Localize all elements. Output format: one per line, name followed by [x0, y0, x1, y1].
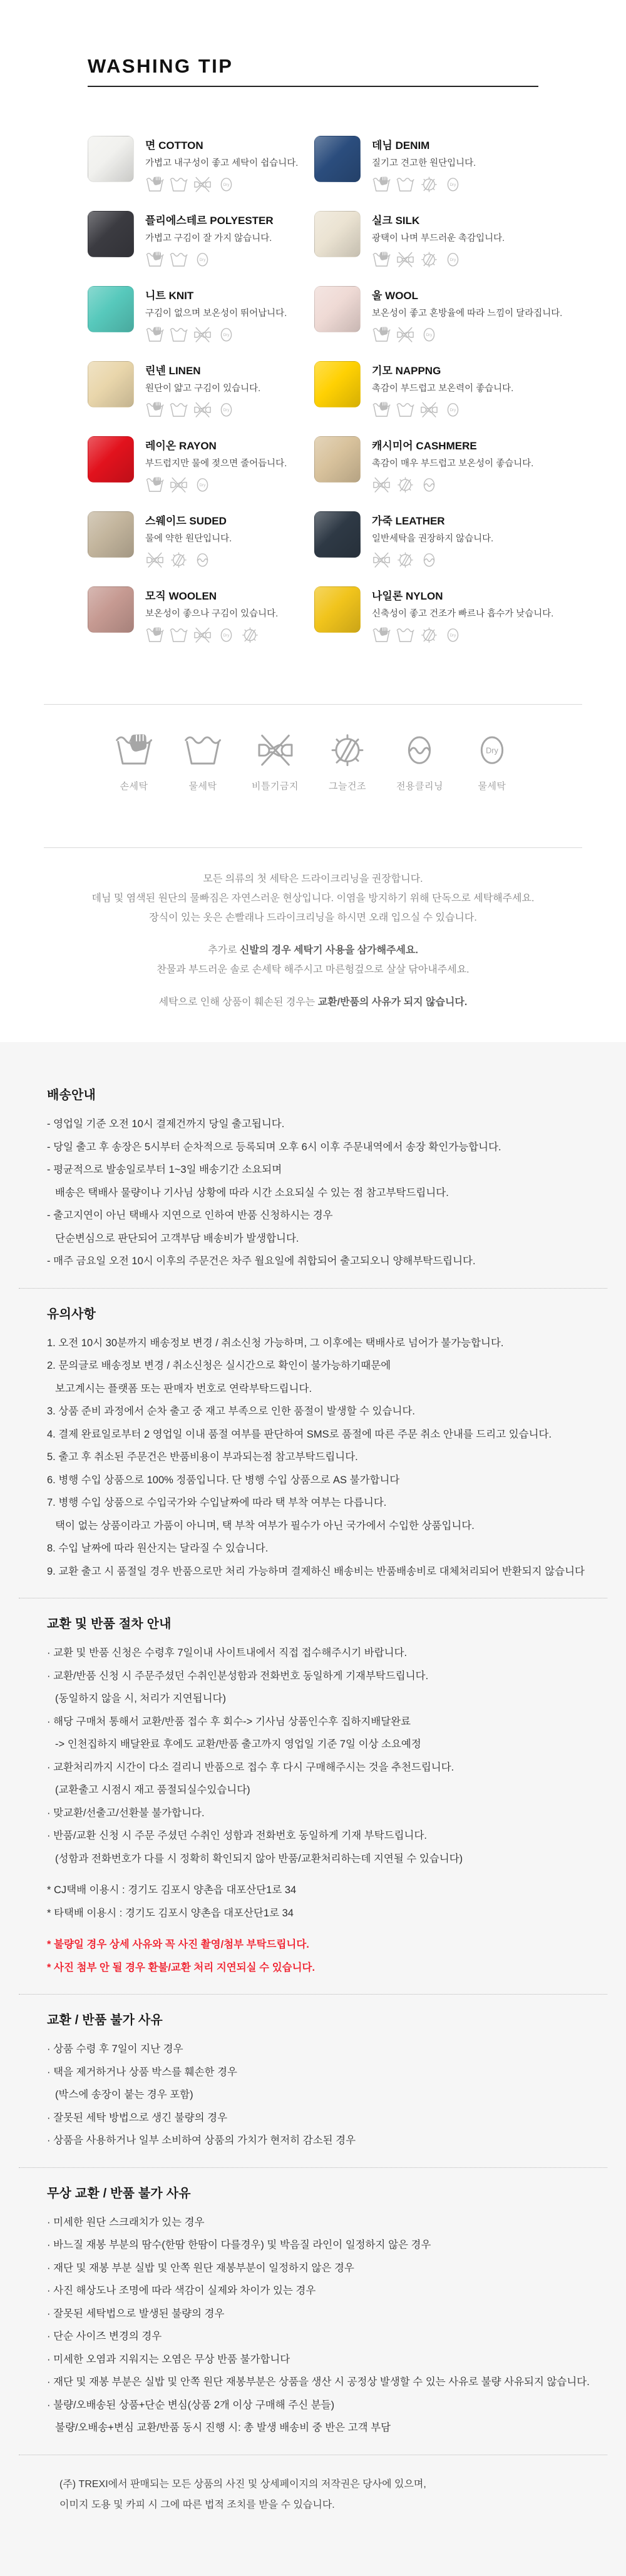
water-icon [169, 249, 188, 268]
water-icon [169, 399, 188, 419]
water-icon [396, 399, 415, 419]
fabric-item [314, 361, 533, 417]
handwash-icon [145, 399, 165, 419]
fabric-item [88, 511, 307, 568]
dry-icon [193, 249, 212, 268]
fabric-swatch [88, 211, 134, 257]
notice-section [0, 1042, 626, 2576]
dotted-divider [19, 1994, 607, 1995]
notice-line: · 상품을 사용하거나 일부 소비하여 상품의 가치가 현저히 감소된 경우 [47, 2135, 356, 2146]
fabric-name: 플리에스테르 POLYESTER [145, 215, 274, 227]
fabric-item [88, 286, 307, 342]
handwash-icon [114, 728, 154, 769]
tip-text: 모든 의류의 첫 세탁은 드라이크리닝을 권장합니다. [203, 874, 423, 884]
fabric-name: 캐시미어 CASHMERE [372, 440, 477, 452]
care-icon-row [145, 474, 287, 494]
fabric-desc: 부드럽지만 물에 젖으면 줄어듭니다. [145, 459, 287, 469]
nowring-icon [193, 324, 212, 344]
fabric-swatch [314, 511, 361, 558]
section-heading: 교환 및 반품 절차 안내 [47, 1617, 172, 1631]
tip-text: 신발의 경우 세탁기 사용을 삼가해주세요. [239, 945, 418, 956]
legend-label: 손세탁 [120, 781, 148, 792]
dry-icon [217, 399, 236, 419]
notice-line: (교환출고 시점시 재고 품절되실수있습니다) [55, 1784, 250, 1796]
section-shipping [47, 1085, 582, 1273]
notice-line: · 재단 및 재봉 부분은 실밥 및 안쪽 원단 재봉부분은 상품을 생산 시 공정상 발생할 수 있는 사유로 불량 사유되지 않습니다. [47, 2376, 590, 2388]
fabric-name: 스웨이드 SUDED [145, 515, 227, 527]
fabric-info [372, 286, 562, 342]
water-icon [183, 728, 223, 769]
fabric-swatch [314, 436, 361, 483]
fabric-name: 기모 NAPPNG [372, 365, 441, 377]
naturaldry-icon [193, 549, 212, 569]
notice-line: · 미세한 원단 스크래치가 있는 경우 [47, 2216, 205, 2228]
fabric-info [145, 211, 274, 267]
care-icon-row [372, 625, 553, 644]
notice-line: · 교환처리까지 시간이 다소 걸리니 반품으로 접수 후 다시 구매해주시는 것을 추천드립니다. [47, 1761, 454, 1773]
shadedry-icon [419, 249, 439, 268]
dry-icon [217, 625, 236, 644]
fabric-desc: 질기고 견고한 원단입니다. [372, 158, 476, 168]
fabric-item [88, 436, 307, 493]
notice-line: 7. 병행 수입 상품으로 수입국가와 수입날짜에 따라 택 부착 여부는 다릅니다. [47, 1497, 387, 1508]
notice-line: 4. 결제 완료일로부터 2 영업일 이내 품절 여부를 판단하여 SMS로 품절에 따른 주문 취소 안내를 드리고 있습니다. [47, 1428, 552, 1440]
notice-line: · 택을 제거하거나 상품 박스를 훼손한 경우 [47, 2066, 237, 2078]
fabric-desc: 가볍고 내구성이 좋고 세탁이 쉽습니다. [145, 158, 299, 168]
tip-text: 데님 및 염색된 원단의 물빠짐은 자연스러운 현상입니다. 이염을 방지하기 위해 단독으로 세탁해주세요. [91, 893, 535, 904]
fabric-swatch [314, 211, 361, 257]
fabric-name: 데님 DENIM [372, 140, 430, 151]
notice-content [47, 1085, 590, 2455]
section-heading: 유의사항 [47, 1307, 96, 1321]
legend-item [114, 728, 154, 792]
care-icon-row [145, 174, 298, 193]
section-divider [44, 704, 582, 705]
notice-line: · 단순 사이즈 변경의 경우 [47, 2331, 162, 2342]
notice-line: - 매주 금요일 오전 10시 이후의 주문건은 차주 월요일에 취합되어 출고되오니 양해부탁드립니다. [47, 1255, 476, 1267]
fabric-name: 면 COTTON [145, 140, 203, 151]
notice-line: · 잘못된 세탁법으로 발생된 불량의 경우 [47, 2308, 225, 2319]
care-symbol-legend [88, 728, 538, 792]
notice-line: 5. 출고 후 취소된 주문건은 반품비용이 부과되는점 참고부탁드립니다. [47, 1451, 358, 1463]
fabric-name: 레이온 RAYON [145, 440, 217, 452]
naturaldry-icon [419, 549, 439, 569]
footer-line: (주) TREXI에서 판매되는 모든 상품의 사진 및 상세페이지의 저작권은 당사에 있으며, [59, 2478, 426, 2490]
tip-line [88, 941, 538, 960]
tip-text: 교환/반품의 사유가 되지 않습니다. [317, 997, 468, 1008]
care-icon-row [145, 625, 278, 644]
section-caution [47, 1304, 585, 1583]
notice-line: 1. 오전 10시 30분까지 배송정보 변경 / 취소신청 가능하며, 그 이후에는 택배사로 넘어가 불가능합니다. [47, 1337, 504, 1349]
care-icon-row [145, 549, 232, 569]
fabric-item [88, 136, 307, 192]
fabric-item [314, 511, 533, 568]
fabric-desc: 광택이 나며 부드러운 촉감입니다. [372, 233, 505, 243]
fabric-info [145, 511, 232, 568]
fabric-item [314, 136, 533, 192]
notice-line: 보고계시는 플랫폼 또는 판매자 번호로 연락부탁드립니다. [55, 1383, 312, 1394]
fabric-item [314, 286, 563, 342]
nowring-icon [193, 625, 212, 644]
water-icon [396, 625, 415, 644]
notice-line: (박스에 송장이 붙는 경우 포함) [55, 2089, 193, 2100]
fabric-info [372, 211, 505, 267]
notice-line: · 미세한 오염과 지워지는 오염은 무상 반품 불가합니다 [47, 2353, 290, 2365]
notice-line: * 타택배 이용시 : 경기도 김포시 양촌읍 대포산단1로 34 [47, 1907, 294, 1919]
tip-line [88, 889, 538, 908]
fabric-swatch [314, 136, 361, 182]
legend-item [396, 728, 443, 792]
handwash-icon [145, 625, 165, 644]
dry-icon [443, 249, 463, 268]
fabric-swatch [88, 361, 134, 407]
dotted-divider [19, 1288, 607, 1289]
dry-icon [472, 728, 512, 769]
tip-group [88, 869, 538, 928]
section-heading: 교환 / 반품 불가 사유 [47, 2013, 163, 2027]
care-icon-row [372, 249, 505, 268]
notice-line: · 잘못된 세탁 방법으로 생긴 불량의 경우 [47, 2112, 228, 2124]
nowring-icon [169, 474, 188, 494]
notice-line: 2. 문의글로 배송정보 변경 / 취소신청은 실시간으로 확인이 불가능하기때문에 [47, 1360, 391, 1371]
fabric-item [314, 436, 533, 493]
handwash-icon [145, 174, 165, 193]
nowring-icon [372, 549, 391, 569]
notice-line: 불량/오배송+변심 교환/반품 동시 진행 시: 총 발생 배송비 중 반은 고객 부담 [55, 2422, 391, 2433]
tip-group [88, 941, 538, 979]
fabric-info [372, 511, 493, 568]
fabric-desc: 촉감이 부드럽고 보온력이 좋습니다. [372, 384, 514, 394]
tip-text: 장식이 있는 옷은 손빨래나 드라이크리닝을 하시면 오래 입으실 수 있습니다. [149, 912, 477, 923]
notice-line: 8. 수입 날짜에 따라 원산지는 달라질 수 있습니다. [47, 1543, 269, 1554]
notice-line: 9. 교환 출고 시 품절일 경우 반품으로만 처리 가능하며 결제하신 배송비는 반품배송비로 대체처리되어 반환되지 않습니다 [47, 1565, 585, 1577]
page-title: WASHING TIP [88, 55, 233, 77]
fabric-swatch [88, 436, 134, 483]
notice-line: · 상품 수령 후 7일이 지난 경우 [47, 2043, 183, 2055]
fabric-desc: 보온성이 좋고 혼방율에 따라 느낌이 달라집니다. [372, 309, 563, 319]
title-underline [88, 86, 538, 87]
notice-line: 6. 병행 수입 상품으로 100% 정품입니다. 단 병행 수입 상품으로 AS 불가합니다 [47, 1474, 400, 1486]
notice-line: -> 인천집하지 배달완료 후에도 교환/반품 출고까지 영업일 기준 7일 이상 소요예정 [55, 1739, 421, 1750]
fabric-name: 울 WOOL [372, 290, 419, 302]
fabric-item [88, 586, 307, 643]
notice-line: - 영업일 기준 오전 10시 결제건까지 당일 출고됩니다. [47, 1118, 285, 1130]
notice-line: · 불량/오배송된 상품+단순 변심(상품 2개 이상 구매해 주신 분들) [47, 2399, 335, 2411]
care-icon-row [145, 399, 260, 419]
fabric-info [145, 436, 287, 493]
notice-line: · 재단 및 재봉 부분 실밥 및 안쪽 원단 재봉부분이 일정하지 않은 경우 [47, 2262, 354, 2274]
fabric-name: 린넨 LINEN [145, 365, 201, 377]
shadedry-icon [419, 625, 439, 644]
fabric-swatch [88, 136, 134, 182]
notice-line: - 당일 출고 후 송장은 5시부터 순차적으로 등록되며 오후 6시 이후 주문내역에서 송장 확인가능합니다. [47, 1141, 501, 1153]
fabric-info [372, 361, 513, 417]
notice-line: * 불량일 경우 상세 사유와 꼭 사진 촬영/첨부 부탁드립니다. [47, 1939, 309, 1950]
tip-text: 세탁으로 인해 상품이 훼손된 경우는 [158, 997, 318, 1008]
shadedry-icon [396, 474, 415, 494]
notice-line: · 반품/교환 신청 시 주문 주셨던 수취인 성함과 전화번호 동일하게 기재 부탁드립니다. [47, 1830, 428, 1841]
fabric-name: 모직 WOOLEN [145, 590, 217, 602]
section-exchange-procedure [47, 1613, 582, 1979]
fabric-desc: 물에 약한 원단입니다. [145, 534, 232, 544]
care-icon-row [372, 474, 533, 494]
naturaldry-icon [419, 474, 439, 494]
fabric-desc: 가볍고 구김이 잘 가지 않습니다. [145, 233, 272, 243]
handwash-icon [372, 174, 391, 193]
footer-line: 이미지 도용 및 카피 시 그에 따른 법적 조치를 받을 수 있습니다. [59, 2499, 335, 2510]
dry-icon [443, 625, 463, 644]
nowring-icon [193, 399, 212, 419]
fabric-desc: 신축성이 좋고 건조가 빠르나 흡수가 낮습니다. [372, 609, 554, 619]
fabric-info [145, 286, 287, 342]
section-heading: 무상 교환 / 반품 불가 사유 [47, 2186, 191, 2200]
handwash-icon [372, 625, 391, 644]
fabric-desc: 일반세탁을 권장하지 않습니다. [372, 534, 494, 544]
notice-line: 택이 없는 상품이라고 가품이 아니며, 택 부착 여부가 필수가 아닌 국가에서 수입한 상품입니다. [55, 1520, 475, 1531]
dry-icon [193, 474, 212, 494]
shadedry-icon [327, 728, 367, 769]
notice-line: - 평균적으로 발송일로부터 1~3일 배송기간 소요되며 [47, 1164, 282, 1175]
dotted-divider [19, 2167, 607, 2168]
water-icon [169, 324, 188, 344]
tip-text: 찬물과 부드러운 솔로 손세탁 해주시고 마른헝겊으로 살살 닦아내주세요. [156, 964, 470, 975]
fabric-name: 가죽 LEATHER [372, 515, 445, 527]
notice-line: - 출고지연이 아닌 택배사 지연으로 인하여 반품 신청하시는 경우 [47, 1210, 333, 1221]
water-icon [396, 174, 415, 193]
notice-line: · 해당 구매처 통해서 교환/반품 접수 후 회수-> 기사님 상품인수후 집하지배달완료 [47, 1715, 411, 1727]
fabric-item [88, 211, 307, 267]
tip-text: 추가로 [208, 945, 240, 956]
fabric-item [314, 211, 533, 267]
care-icon-row [372, 324, 562, 344]
legend-item [327, 728, 367, 792]
dry-icon [217, 174, 236, 193]
tip-group [88, 993, 538, 1012]
fabric-item [314, 586, 554, 643]
fabric-desc: 촉감이 매우 부드럽고 보온성이 좋습니다. [372, 459, 534, 469]
fabric-desc: 보온성이 좋으나 구김이 있습니다. [145, 609, 279, 619]
shadedry-icon [240, 625, 260, 644]
notice-line: · 교환/반품 신청 시 주문주셨던 수취인분성함과 전화번호 동일하게 기재부탁드립니다. [47, 1670, 429, 1682]
fabric-info [145, 361, 260, 417]
tip-line [88, 869, 538, 889]
care-icon-row [145, 324, 287, 344]
section-divider [44, 847, 582, 848]
handwash-icon [372, 324, 391, 344]
legend-item [252, 728, 299, 792]
nowring-icon [193, 174, 212, 193]
water-icon [169, 174, 188, 193]
legend-label: 비틀기금지 [252, 781, 299, 792]
fabric-grid [88, 136, 563, 643]
nowring-icon [372, 474, 391, 494]
shadedry-icon [419, 174, 439, 193]
fabric-swatch [314, 586, 361, 633]
notice-line: 배송은 택배사 물량이나 기사님 상황에 따라 시간 소요되실 수 있는 점 참고부탁드립니다. [55, 1187, 449, 1199]
care-icon-row [372, 549, 493, 569]
nowring-icon [419, 399, 439, 419]
fabric-name: 니트 KNIT [145, 290, 194, 302]
care-icon-row [145, 249, 274, 268]
fabric-info [372, 136, 476, 192]
notice-line: 3. 상품 준비 과정에서 순차 출고 중 재고 부족으로 인한 품절이 발생할 수 있습니다. [47, 1406, 415, 1417]
fabric-info [372, 586, 553, 643]
tip-line [88, 908, 538, 928]
notice-line: · 맞교환/선출고/선환불 불가합니다. [47, 1807, 205, 1819]
fabric-swatch [314, 361, 361, 407]
legend-label: 물세탁 [478, 781, 506, 792]
legend-label: 전용클리닝 [396, 781, 443, 792]
care-icon-row [372, 174, 476, 193]
nowring-icon [255, 728, 295, 769]
notice-line: 단순변심으로 판단되어 고객부담 배송비가 발생합니다. [55, 1232, 299, 1244]
fabric-desc: 원단이 얇고 구김이 있습니다. [145, 384, 261, 394]
shadedry-icon [396, 549, 415, 569]
copyright-footer [47, 2470, 582, 2515]
notice-line: * 사진 첨부 안 될 경우 환불/교환 처리 지연되실 수 있습니다. [47, 1961, 316, 1973]
dry-icon [217, 324, 236, 344]
fabric-info [372, 436, 533, 493]
notice-line: · 바느질 재봉 부분의 땀수(한땀 한땀이 다를경우) 및 박음질 라인이 일정하지 않은 경우 [47, 2239, 431, 2251]
fabric-name: 나일론 NYLON [372, 590, 443, 602]
dry-icon [419, 324, 439, 344]
notice-line: * CJ택배 이용시 : 경기도 김포시 양촌읍 대포산단1로 34 [47, 1884, 297, 1896]
notice-line: · 사진 해상도나 조명에 따라 색감이 실제와 차이가 있는 경우 [47, 2285, 316, 2296]
fabric-name: 실크 SILK [372, 215, 420, 227]
handwash-icon [145, 474, 165, 494]
fabric-desc: 구김이 없으며 보온성이 뛰어납니다. [145, 309, 287, 319]
handwash-icon [372, 399, 391, 419]
fabric-swatch [88, 586, 134, 633]
shadedry-icon [169, 549, 188, 569]
section-free-exchange-not-allowed [47, 2183, 590, 2440]
handwash-icon [145, 249, 165, 268]
legend-label: 물세탁 [188, 781, 217, 792]
fabric-item [88, 361, 307, 417]
nowring-icon [396, 249, 415, 268]
dry-icon [443, 174, 463, 193]
water-icon [169, 625, 188, 644]
notice-line: (동일하지 않을 시, 처리가 지연됩니다) [55, 1693, 226, 1704]
naturaldry-icon [399, 728, 439, 769]
notice-line: (성함과 전화번호가 다를 시 정확히 확인되지 않아 반품/교환처리하는데 지연될 수 있습니다) [55, 1853, 463, 1864]
fabric-info [145, 586, 278, 643]
nowring-icon [396, 324, 415, 344]
care-icon-row [372, 399, 513, 419]
tip-line [88, 960, 538, 979]
handwash-icon [145, 324, 165, 344]
fabric-swatch [88, 511, 134, 558]
dry-icon [443, 399, 463, 419]
washing-tip-section [0, 0, 626, 1042]
fabric-swatch [314, 286, 361, 332]
washing-tips-text [88, 869, 538, 1012]
handwash-icon [372, 249, 391, 268]
fabric-swatch [88, 286, 134, 332]
legend-item [472, 728, 512, 792]
nowring-icon [145, 549, 165, 569]
section-no-exchange-reasons [47, 2010, 582, 2152]
legend-label: 그늘건조 [329, 781, 366, 792]
fabric-info [145, 136, 298, 192]
tip-line [88, 993, 538, 1012]
notice-line: · 교환 및 반품 신청은 수령후 7일이내 사이트내에서 직접 접수해주시기 바랍니다. [47, 1647, 408, 1659]
section-heading: 배송안내 [47, 1088, 96, 1102]
legend-item [183, 728, 223, 792]
